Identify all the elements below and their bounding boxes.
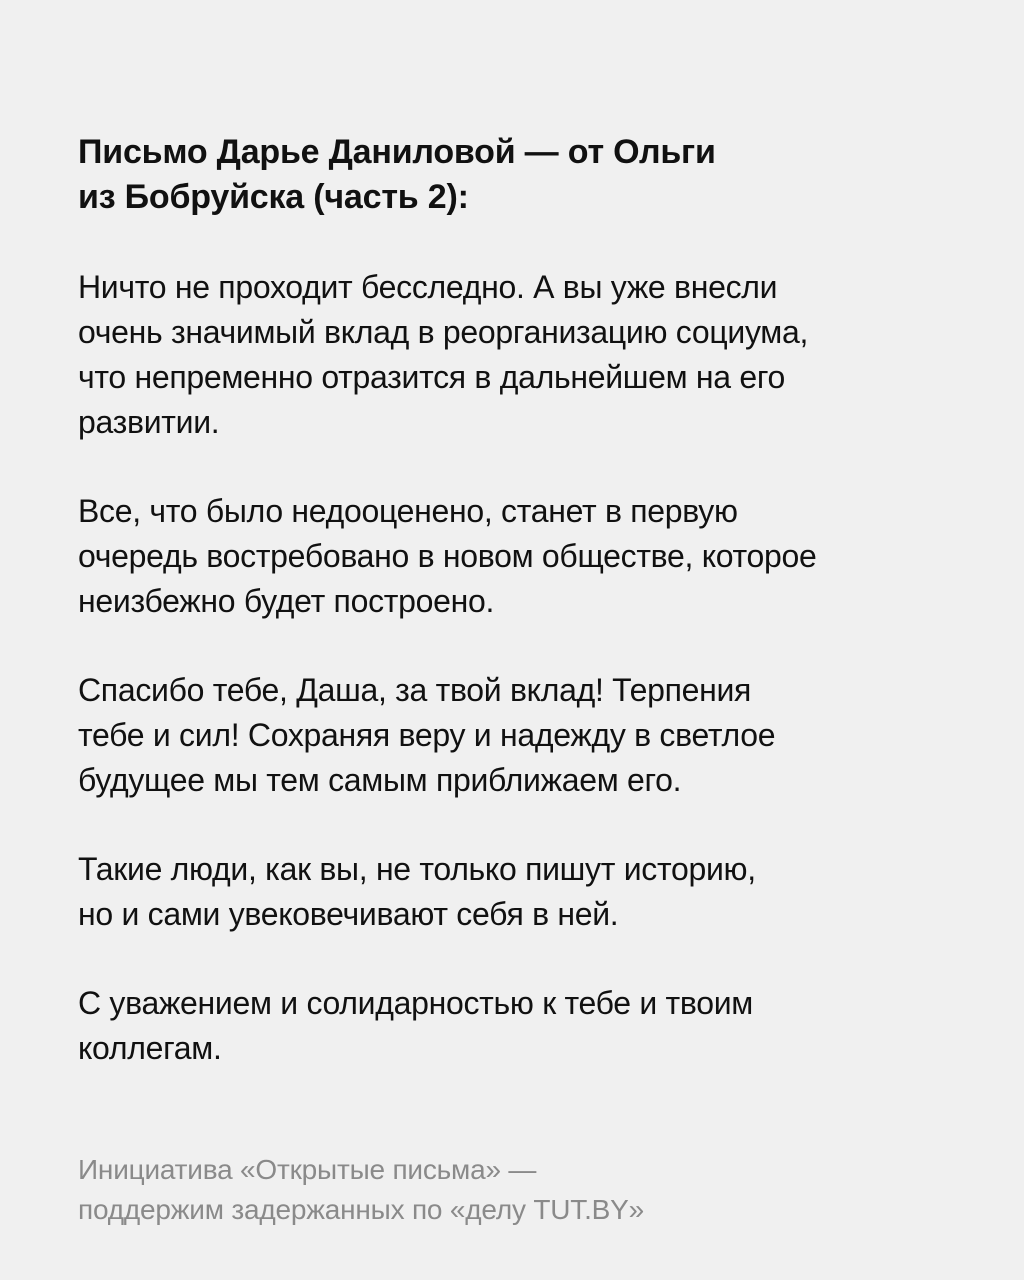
paragraph-line: коллегам. — [78, 1030, 222, 1066]
letter-paragraph-4 — [78, 847, 946, 937]
initiative-footer — [78, 1150, 644, 1230]
paragraph-line: Все, что было недооценено, станет в первую — [78, 493, 738, 529]
letter-paragraph-5 — [78, 981, 946, 1071]
paragraph-line: Спасибо тебе, Даша, за твой вклад! Терпения — [78, 672, 752, 708]
title-line: Письмо Дарье Даниловой — от Ольги — [78, 133, 716, 171]
paragraph-line: но и сами увековечивают себя в ней. — [78, 896, 619, 932]
paragraph-line: будущее мы тем самым приближаем его. — [78, 762, 682, 798]
paragraph-line: развитии. — [78, 404, 220, 440]
footer-line: Инициатива «Открытые письма» — — [78, 1154, 537, 1185]
paragraph-line: очередь востребовано в новом обществе, которое — [78, 538, 817, 574]
letter-title — [78, 130, 946, 220]
letter-paragraph-1 — [78, 265, 946, 445]
letter-paragraph-3 — [78, 668, 946, 803]
paragraph-line: тебе и сил! Сохраняя веру и надежду в светлое — [78, 717, 776, 753]
title-line: из Бобруйска (часть 2): — [78, 178, 469, 216]
paragraph-line: Такие люди, как вы, не только пишут историю, — [78, 851, 756, 887]
paragraph-line: что непременно отразится в дальнейшем на его — [78, 359, 786, 395]
paragraph-line: очень значимый вклад в реорганизацию социума, — [78, 314, 809, 350]
paragraph-line: неизбежно будет построено. — [78, 583, 495, 619]
paragraph-line: Ничто не проходит бесследно. А вы уже внесли — [78, 269, 778, 305]
footer-line: поддержим задержанных по «делу TUT.BY» — [78, 1194, 644, 1225]
letter-paragraph-2 — [78, 489, 946, 624]
paragraph-line: С уважением и солидарностью к тебе и твоим — [78, 985, 754, 1021]
